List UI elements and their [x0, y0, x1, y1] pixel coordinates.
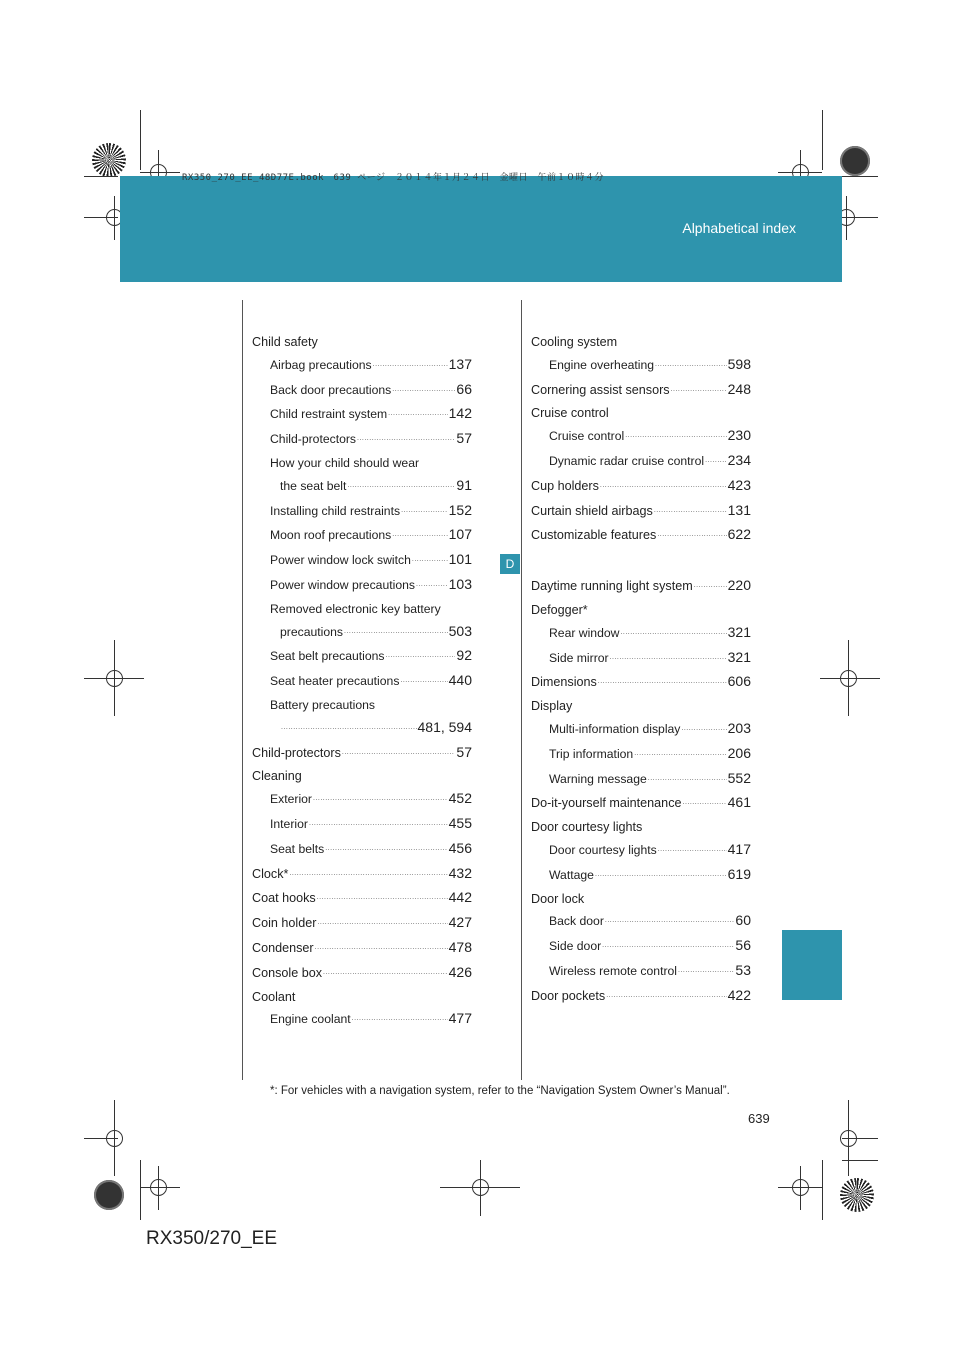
dot-leader	[342, 742, 456, 764]
dot-leader	[605, 910, 735, 932]
entry-text: Battery precautions	[270, 697, 376, 712]
entry-text: How your child should wear	[270, 455, 420, 470]
dot-leader	[634, 743, 726, 765]
entry-page-number: 53	[735, 961, 751, 978]
entry-page-number: 442	[448, 889, 472, 906]
index-entry	[531, 696, 751, 718]
entry-page-number: 107	[448, 526, 472, 543]
entry-text: Trip information	[549, 746, 634, 761]
entry-text: Child safety	[252, 335, 318, 349]
index-subentry	[252, 549, 472, 574]
dot-leader	[678, 960, 734, 982]
registration-disc-icon	[840, 1178, 874, 1212]
dot-leader	[598, 671, 727, 693]
dot-leader	[654, 500, 727, 522]
entry-page-number: 461	[727, 794, 751, 811]
entry-page-number: 203	[727, 719, 751, 736]
registration-disc-icon	[94, 1180, 124, 1210]
dot-leader	[317, 912, 447, 934]
dot-leader	[600, 475, 727, 497]
index-subentry	[252, 1008, 472, 1033]
index-subentry	[252, 717, 472, 742]
entry-page-number: 234	[727, 451, 751, 468]
entry-text: precautions	[280, 624, 344, 639]
entry-page-number: 103	[448, 575, 472, 592]
index-entry	[252, 962, 472, 987]
index-subentry	[252, 475, 472, 500]
entry-text: Cornering assist sensors	[531, 382, 670, 397]
entry-text: Console box	[252, 965, 323, 980]
entry-text: Display	[531, 699, 573, 714]
model-code: RX350/270_EE	[146, 1228, 277, 1249]
index-subentry	[252, 354, 472, 379]
column-divider-left	[242, 300, 243, 1080]
dot-leader	[392, 379, 455, 401]
entry-page-number: 440	[448, 672, 472, 689]
index-entry	[252, 766, 472, 788]
index-subentry	[252, 428, 472, 453]
entry-page-number: 452	[448, 790, 472, 807]
entry-text: Wireless remote control	[549, 963, 678, 978]
entry-page-number: 432	[448, 864, 472, 881]
registration-disc-icon	[840, 146, 870, 176]
dot-leader	[323, 962, 448, 984]
index-subentry	[252, 838, 472, 863]
entry-page-number: 131	[727, 501, 751, 518]
entry-page-number: 230	[727, 427, 751, 444]
index-subentry	[252, 695, 472, 717]
entry-page-number: 422	[727, 986, 751, 1003]
dot-leader	[388, 403, 447, 425]
entry-text: Engine coolant	[270, 1012, 351, 1027]
entry-text: Seat heater precautions	[270, 674, 400, 689]
index-subentry	[531, 743, 751, 768]
index-subentry	[531, 450, 751, 475]
index-subentry	[252, 453, 472, 475]
entry-page-number: 66	[456, 380, 472, 397]
entry-text: Child-protectors	[270, 432, 357, 447]
entry-text: Back door	[549, 914, 604, 929]
entry-text: Dynamic radar cruise control	[549, 453, 705, 468]
dot-leader	[392, 524, 447, 546]
dot-leader	[281, 717, 417, 739]
index-entry	[531, 792, 751, 817]
entry-page-number: 248	[727, 380, 751, 397]
book-info-line: RX350_270_EE_48D77E.book 639 ページ ２０１４年１月２４日 金曜日 午前１０時４分	[182, 173, 605, 183]
dot-leader	[357, 428, 455, 450]
index-entry	[531, 332, 751, 354]
dot-leader	[289, 863, 447, 885]
index-entry	[531, 575, 751, 600]
dot-leader	[705, 450, 727, 472]
index-entry	[531, 500, 751, 525]
entry-page-number: 56	[735, 937, 751, 954]
dot-leader	[602, 935, 734, 957]
entry-text: Airbag precautions	[270, 357, 372, 372]
index-subentry	[252, 403, 472, 428]
entry-text: Side door	[549, 939, 602, 954]
entry-text: the seat belt	[280, 478, 347, 493]
entry-page-number: 91	[456, 476, 472, 493]
entry-text: Interior	[270, 816, 308, 831]
chapter-tab	[782, 930, 842, 1000]
entry-page-number: 60	[735, 912, 751, 929]
entry-text: Condenser	[252, 940, 314, 955]
index-subentry	[252, 813, 472, 838]
entry-page-number: 427	[448, 914, 472, 931]
entry-text: Child restraint system	[270, 407, 388, 422]
entry-text: Exterior	[270, 792, 312, 807]
index-entry	[252, 912, 472, 937]
entry-page-number: 57	[456, 430, 472, 447]
entry-page-number: 137	[448, 355, 472, 372]
dot-leader	[671, 379, 727, 401]
entry-page-number: 552	[727, 769, 751, 786]
dot-leader	[315, 937, 448, 959]
dot-leader	[317, 887, 448, 909]
entry-page-number: 503	[448, 622, 472, 639]
dot-leader	[309, 813, 448, 835]
entry-page-number: 481, 594	[417, 718, 472, 735]
entry-page-number: 455	[448, 814, 472, 831]
index-subentry	[252, 645, 472, 670]
entry-page-number: 478	[448, 938, 472, 955]
column-divider-middle	[521, 300, 522, 1080]
entry-page-number: 426	[448, 963, 472, 980]
dot-leader	[648, 768, 727, 790]
entry-page-number: 598	[727, 355, 751, 372]
entry-text: Defogger*	[531, 602, 588, 617]
entry-page-number: 152	[448, 501, 472, 518]
entry-page-number: 220	[727, 577, 751, 594]
index-entry	[252, 937, 472, 962]
index-entry	[252, 332, 472, 354]
entry-text: Moon roof precautions	[270, 528, 392, 543]
dot-leader	[658, 839, 727, 861]
entry-text: Side mirror	[549, 650, 609, 665]
dot-leader	[655, 354, 727, 376]
dot-leader	[400, 670, 447, 692]
entry-text: Cooling system	[531, 335, 618, 349]
page-number: 639	[748, 1111, 770, 1126]
dot-leader	[625, 425, 726, 447]
entry-text: Door lock	[531, 891, 585, 906]
section-letter-badge: D	[500, 554, 520, 574]
entry-text: Cup holders	[531, 478, 599, 493]
index-entry	[531, 403, 751, 425]
dot-leader	[610, 647, 727, 669]
index-entry	[531, 379, 751, 404]
index-subentry	[252, 574, 472, 599]
index-entry	[252, 863, 472, 888]
entry-text: Customizable features	[531, 528, 657, 543]
entry-page-number: 619	[727, 865, 751, 882]
entry-text: Wattage	[549, 867, 594, 882]
section-gap	[531, 549, 751, 575]
dot-leader	[401, 500, 448, 522]
entry-page-number: 142	[448, 405, 472, 422]
entry-text: Engine overheating	[549, 357, 655, 372]
entry-text: Curtain shield airbags	[531, 503, 653, 518]
entry-text: Installing child restraints	[270, 503, 401, 518]
index-subentry	[252, 379, 472, 404]
header-band	[120, 176, 842, 282]
entry-page-number: 423	[727, 476, 751, 493]
entry-text: Door courtesy lights	[531, 820, 643, 835]
dot-leader	[313, 788, 448, 810]
dot-leader	[657, 524, 726, 546]
entry-page-number: 101	[448, 551, 472, 568]
entry-text: Clock*	[252, 866, 289, 881]
dot-leader	[606, 985, 726, 1007]
entry-text: Power window lock switch	[270, 553, 411, 568]
index-subentry	[252, 788, 472, 813]
entry-page-number: 321	[727, 623, 751, 640]
dot-leader	[352, 1008, 448, 1030]
index-subentry	[252, 500, 472, 525]
dot-leader	[386, 645, 456, 667]
index-subentry	[531, 839, 751, 864]
entry-text: Door pockets	[531, 988, 606, 1003]
index-entry	[531, 475, 751, 500]
dot-leader	[595, 864, 727, 886]
index-subentry	[531, 864, 751, 889]
index-subentry	[531, 647, 751, 672]
entry-page-number: 606	[727, 673, 751, 690]
dot-leader	[373, 354, 448, 376]
index-subentry	[531, 960, 751, 985]
entry-text: Power window precautions	[270, 577, 415, 592]
index-subentry	[252, 599, 472, 621]
index-entry	[531, 985, 751, 1010]
entry-text: Cruise control	[549, 429, 625, 444]
dot-leader	[416, 574, 448, 596]
index-entry	[252, 887, 472, 912]
entry-page-number: 456	[448, 839, 472, 856]
dot-leader	[325, 838, 447, 860]
entry-text: Child-protectors	[252, 745, 341, 760]
entry-text: Multi-information display	[549, 721, 681, 736]
index-entry	[531, 600, 751, 622]
entry-text: Door courtesy lights	[549, 842, 657, 857]
entry-text: Seat belt precautions	[270, 649, 385, 664]
index-column-right	[531, 332, 751, 1010]
index-entry	[531, 524, 751, 549]
index-entry	[531, 817, 751, 839]
index-subentry	[531, 768, 751, 793]
dot-leader	[681, 718, 726, 740]
entry-text: Rear window	[549, 625, 620, 640]
index-entry	[252, 742, 472, 767]
dot-leader	[620, 622, 726, 644]
index-entry	[252, 987, 472, 1009]
registration-disc-icon	[92, 143, 126, 177]
index-subentry	[531, 622, 751, 647]
entry-text: Warning message	[549, 771, 647, 786]
entry-page-number: 321	[727, 648, 751, 665]
entry-text: Coat hooks	[252, 891, 316, 906]
index-subentry	[531, 425, 751, 450]
index-column-left	[252, 332, 472, 1033]
index-subentry	[531, 935, 751, 960]
entry-text: Coolant	[252, 989, 296, 1004]
footnote: *: For vehicles with a navigation system, refer to the “Navigation System Owner’s Manual”.	[270, 1085, 730, 1097]
index-entry	[531, 889, 751, 911]
dot-leader	[694, 575, 727, 597]
index-subentry	[531, 910, 751, 935]
index-subentry	[531, 354, 751, 379]
entry-text: Coin holder	[252, 916, 317, 931]
entry-page-number: 57	[456, 743, 472, 760]
index-entry	[531, 671, 751, 696]
entry-text: Daytime running light system	[531, 579, 693, 594]
entry-text: Removed electronic key battery	[270, 601, 441, 616]
index-subentry	[252, 670, 472, 695]
section-title: Alphabetical index	[682, 220, 796, 236]
index-subentry	[252, 621, 472, 646]
dot-leader	[683, 792, 727, 814]
index-subentry	[252, 524, 472, 549]
dot-leader	[344, 621, 448, 643]
entry-page-number: 206	[727, 744, 751, 761]
index-subentry	[531, 718, 751, 743]
entry-page-number: 92	[456, 647, 472, 664]
entry-page-number: 477	[448, 1010, 472, 1027]
entry-text: Cruise control	[531, 406, 609, 421]
dot-leader	[347, 475, 455, 497]
entry-text: Dimensions	[531, 675, 597, 690]
entry-page-number: 622	[727, 526, 751, 543]
entry-text: Back door precautions	[270, 382, 392, 397]
entry-text: Cleaning	[252, 769, 302, 784]
dot-leader	[412, 549, 448, 571]
entry-text: Seat belts	[270, 841, 325, 856]
entry-page-number: 417	[727, 840, 751, 857]
entry-text: Do-it-yourself maintenance	[531, 796, 682, 811]
